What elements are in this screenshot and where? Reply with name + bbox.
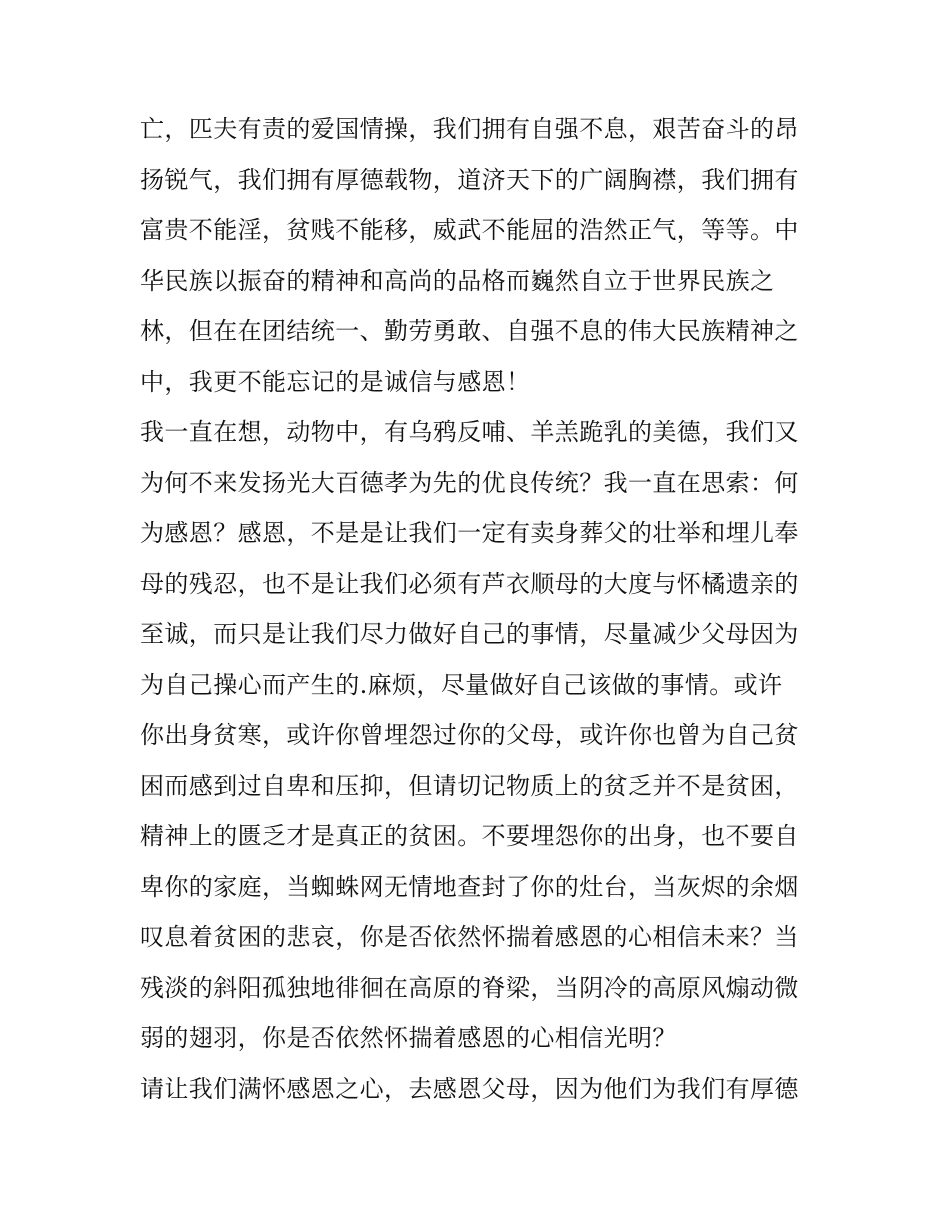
- text-line: 富贵不能淫，贫贱不能移，威武不能屈的浩然正气，等等。中: [140, 216, 799, 244]
- text-line: 叹息着贫困的悲哀，你是否依然怀揣着感恩的心相信未来？当: [140, 923, 799, 951]
- text-line: 你出身贫寒，或许你曾埋怨过你的父母，或许你也曾为自己贫: [140, 721, 799, 749]
- text-line: 为何不来发扬光大百德孝为先的优良传统？我一直在思索：何: [140, 468, 799, 497]
- text-line: 弱的翅羽，你是否依然怀揣着感恩的心相信光明？: [140, 1024, 677, 1052]
- text-line: 至诚，而只是让我们尽力做好自己的事情，尽量减少父母因为: [140, 620, 799, 648]
- text-line: 华民族以振奋的精神和高尚的品格而巍然自立于世界民族之: [140, 266, 775, 295]
- text-line: 母的残忍，也不是让我们必须有芦衣顺母的大度与怀橘遗亲的: [140, 569, 799, 598]
- text-line: 请让我们满怀感恩之心，去感恩父母，因为他们为我们有厚德: [140, 1074, 799, 1103]
- text-line: 为感恩？感恩，不是是让我们一定有卖身葬父的壮举和埋儿奉: [140, 519, 799, 547]
- text-line: 林，但在在团结统一、勤劳勇敢、自强不息的伟大民族精神之: [140, 317, 799, 345]
- text-line: 亡，匹夫有责的爱国情操，我们拥有自强不息，艰苦奋斗的昂: [140, 115, 799, 143]
- text-line: 为自己操心而产生的.麻烦，尽量做好自己该做的事情。或许: [140, 670, 783, 699]
- text-line: 卑你的家庭，当蜘蛛网无情地查封了你的灶台，当灰烬的余烟: [140, 872, 799, 901]
- text-line: 扬锐气，我们拥有厚德载物，道济天下的广阔胸襟，我们拥有: [140, 165, 799, 194]
- text-line: 中，我更不能忘记的是诚信与感恩！: [140, 367, 531, 396]
- text-line: 残淡的斜阳孤独地徘徊在高原的脊梁，当阴冷的高原风煽动微: [140, 973, 799, 1002]
- text-line: 精神上的匮乏才是真正的贫困。不要埋怨你的出身，也不要自: [140, 822, 799, 850]
- text-line: 我一直在想，动物中，有乌鸦反哺、羊羔跪乳的美德，我们又: [140, 418, 799, 446]
- body-text: [140, 104, 820, 1114]
- text-line: 困而感到过自卑和压抑，但请切记物质上的贫乏并不是贫困，: [140, 771, 799, 800]
